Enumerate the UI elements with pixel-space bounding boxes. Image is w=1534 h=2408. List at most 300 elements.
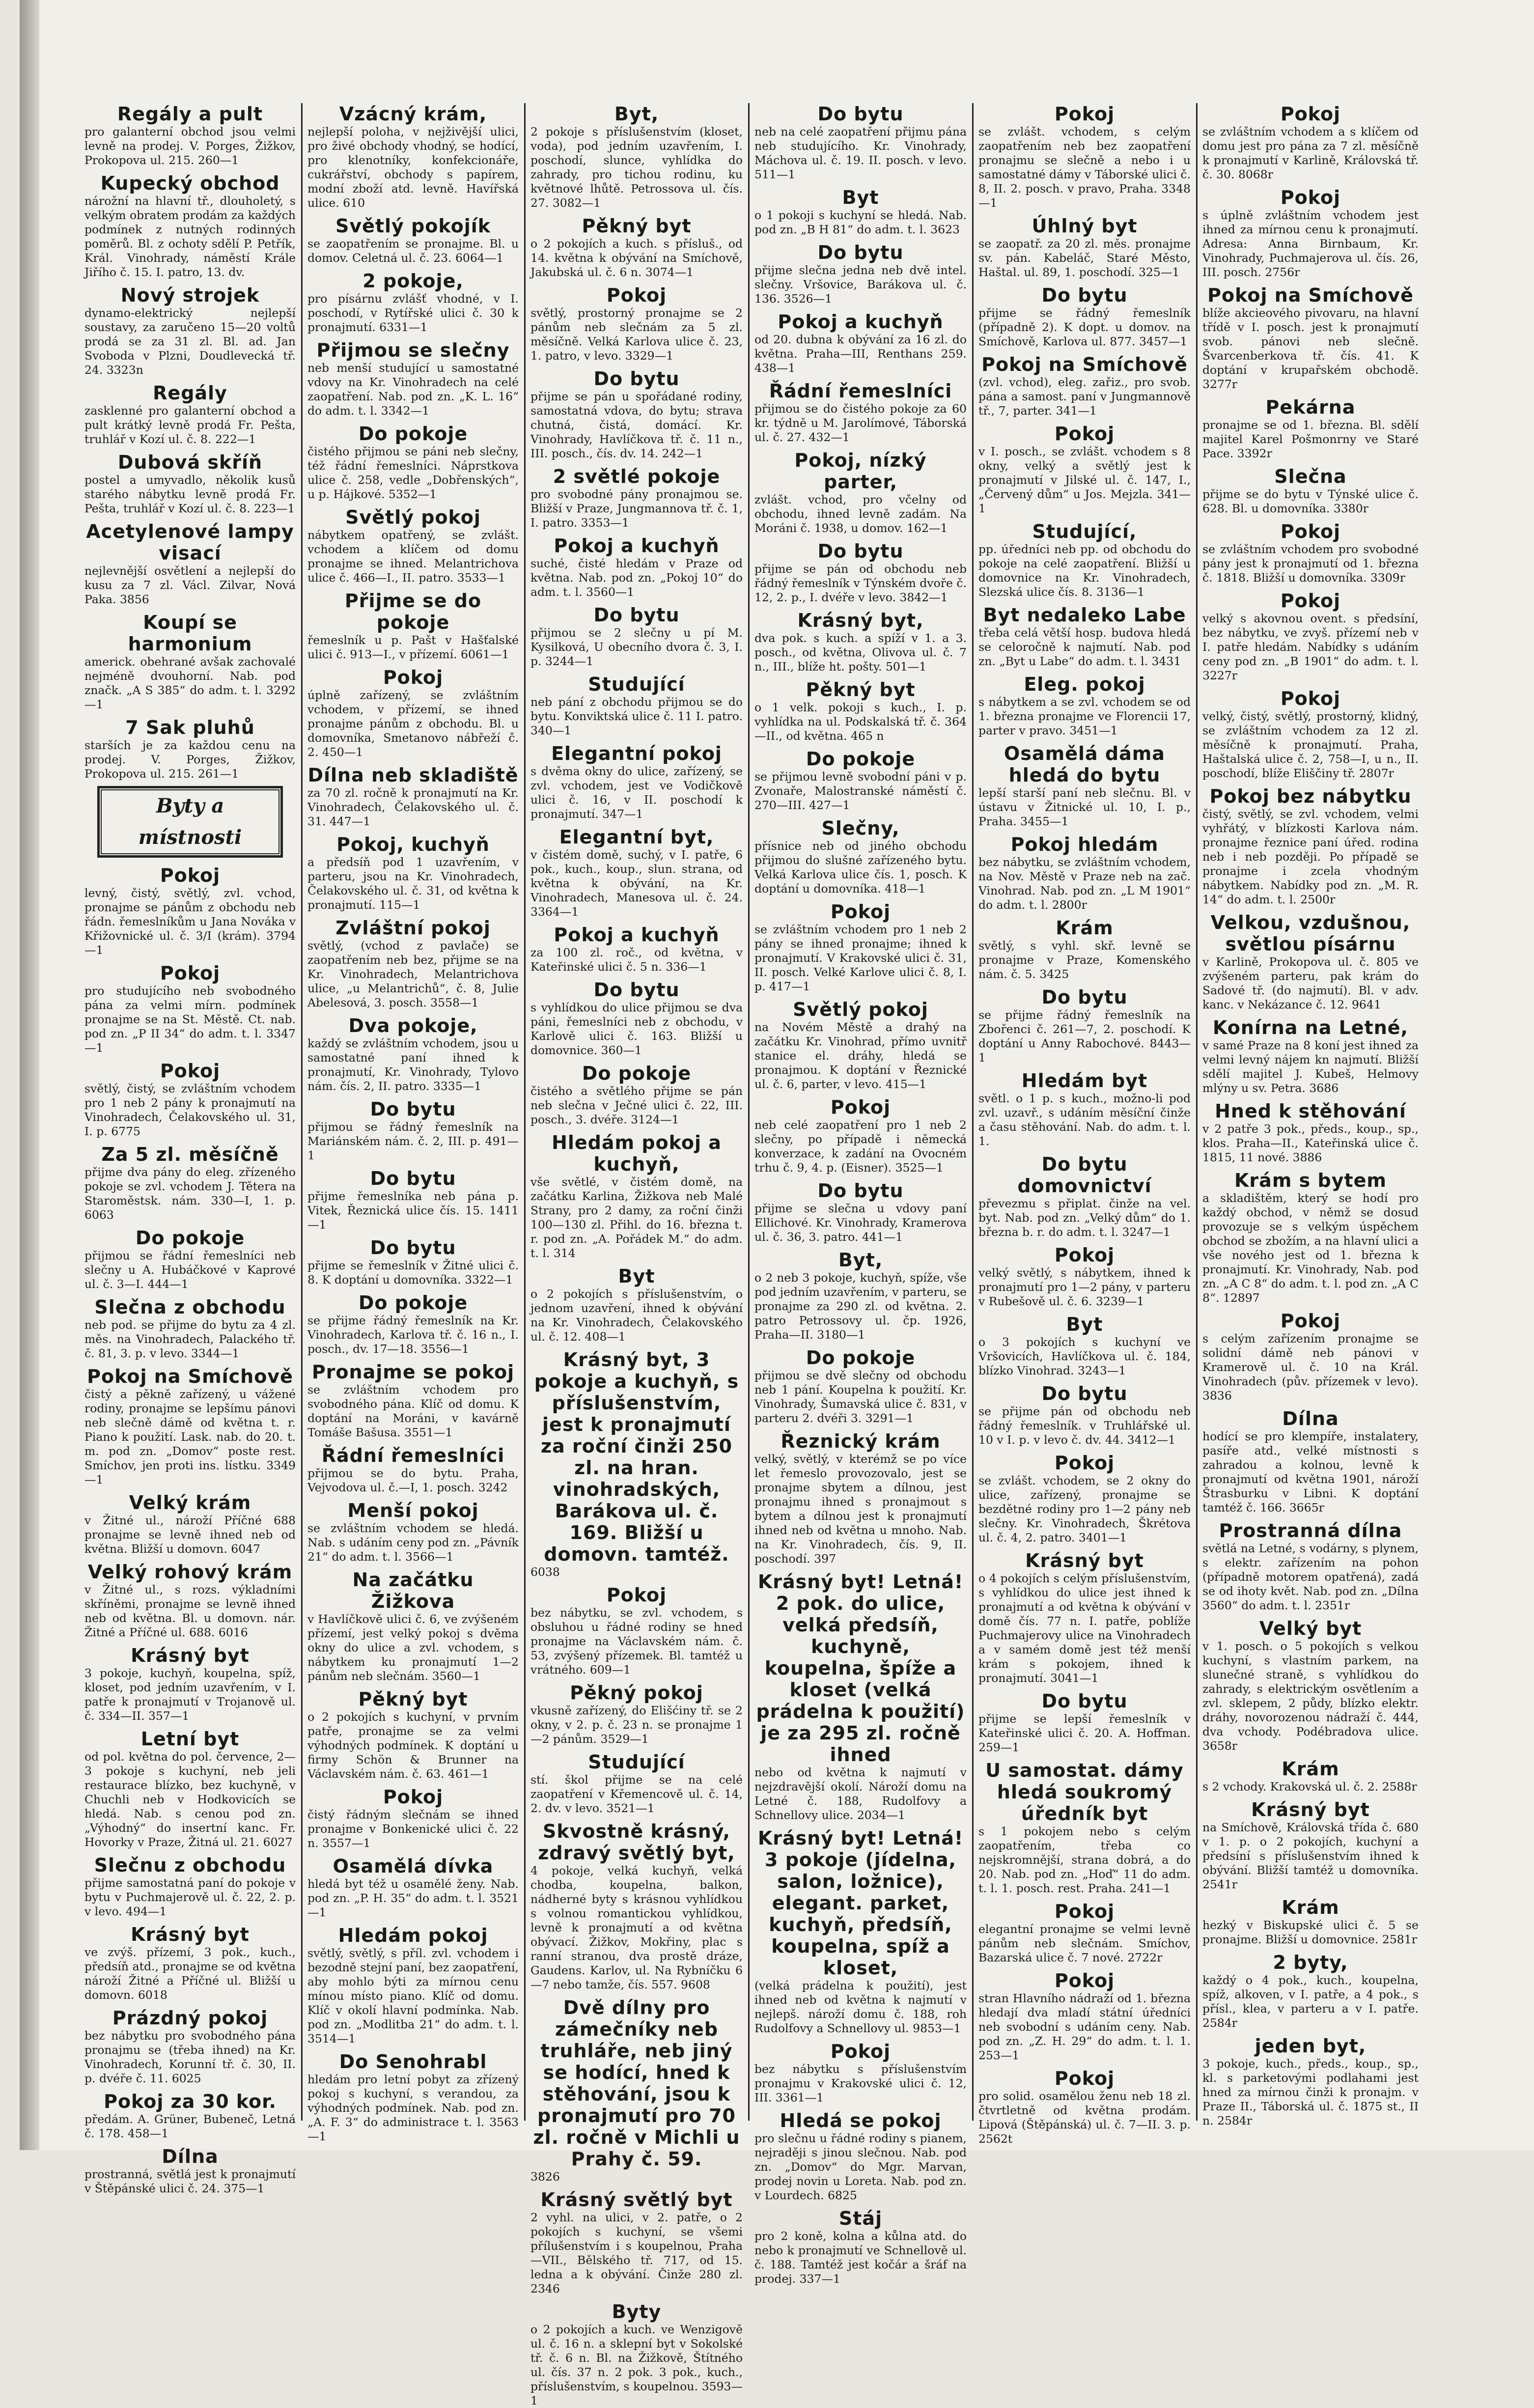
- ad-headline: Pokoj: [160, 962, 221, 984]
- classified-ad: [1202, 1310, 1419, 1403]
- classified-ad: [1202, 1952, 1419, 2030]
- classified-ad: [978, 986, 1191, 1065]
- ad-headline: Byt: [842, 187, 879, 208]
- ad-text: na Novém Městě a drahý na začátku Kr. Vinohrad, přímo uvnitř stanice el. dráhy, hledá se pronajmou. K doptání v Řeznické ul. č. 6, parter, v levo. 415—1: [754, 1020, 967, 1091]
- ad-headline: Hledám byt: [1021, 1070, 1148, 1092]
- ad-text: levný, čistý, světlý, zvl. vchod, pronajme se pánům z obchodu neb řádn. řemeslníkům u Jana Nováka v Křižovnické ul. č. 3/I (krám). 3794—1: [84, 886, 296, 957]
- ad-headline: Pokoj, nízký parter,: [794, 449, 927, 493]
- ad-text: neb pání z obchodu přijmou se do bytu. Konviktská ulice č. 11 I. patro. 340—1: [530, 695, 743, 737]
- ad-headline: Pokoj: [606, 1584, 667, 1606]
- ad-text: za 70 zl. ročně k pronajmutí na Kr. Vinohradech, Čelakovského ul. č. 31. 447—1: [307, 786, 519, 828]
- ad-headline: Pěkný pokoj: [570, 1682, 703, 1704]
- ad-headline: Nový strojek: [120, 284, 260, 306]
- ad-text: se zvláštním vchodem se hledá. Nab. s udáním ceny pod zn. „Pávník 21“ do adm. t. l. 3566—1: [307, 1521, 519, 1564]
- ad-headline: Pokoj: [1054, 1901, 1115, 1922]
- ad-headline: Řeznický krám: [781, 1430, 941, 1452]
- ad-text: v 1. posch. o 5 pokojích s velkou kuchyní, s vlastním parkem, na slunečné straně, s vyhlídkou do zahrady, s elektrickým osvětlením a zvl. sklepem, 2 půdy, blízko elektr. dráhy, novorozenou nádraží č. 444, dva vchody. Podébradova ulice. 3658r: [1202, 1639, 1419, 1753]
- ad-headline: Acetylenové lampy visací: [86, 521, 294, 564]
- column-rule: [1196, 103, 1198, 2121]
- ad-text: s 1 pokojem nebo s celým zaopatřením, třeba co nejskromnější, strana dobrá, a do 20. Nab. pod zn. „Hoď“ 11 do adm. t. l. 1. posch. rest. Praha. 241—1: [978, 1824, 1191, 1895]
- classified-ad: [978, 1760, 1191, 1896]
- classified-ad: [84, 865, 296, 957]
- ad-text: o 2 pokojích s kuchyní, v prvním patře, pronajme se za velmi výhodných podmínek. K doptání u firmy Schön & Brunner na Václavském nám. č. 63. 461—1: [307, 1710, 519, 1781]
- ad-headline: Pekárna: [1265, 396, 1356, 418]
- ad-headline: Pokoj: [1280, 187, 1341, 208]
- ad-headline: Eleg. pokoj: [1024, 673, 1145, 695]
- ad-text: přijmou se dvě slečny od obchodu neb 1 pání. Koupelna k použití. Kr. Vinohrady, Šumavská ulice č. 831, v parteru 2. dvéři 3. 3291—1: [754, 1369, 967, 1425]
- ad-headline: Menší pokoj: [347, 1500, 479, 1521]
- ad-text: přijme se pán od obchodu neb řádný řemeslník v Týnském dvoře č. 12, 2. p., I. dvéře v levo. 3842—1: [754, 562, 967, 604]
- ad-headline: Dílna neb skladiště: [307, 764, 519, 786]
- ad-headline: Kupecký obchod: [100, 172, 280, 194]
- ad-headline: jeden byt,: [1255, 2035, 1367, 2057]
- classified-ad: [530, 1682, 743, 1746]
- ad-text: světlá na Letné, s vodárny, s plynem, s elektr. zařízením na pohon (případně motorem opatřená), zadá se od ihoty květ. Nab. pod zn. „Dílna 3560“ do adm. t. l. 2351r: [1202, 1541, 1419, 1612]
- ad-text: vkusně zařízený, do Elišćiny tř. se 2 okny, v 2. p. č. 23 n. se pronajme 1—2 pánům. 3529—1: [530, 1704, 743, 1746]
- classified-ad: [84, 1854, 296, 1919]
- ad-headline: Za 5 zl. měsíčně: [101, 1144, 279, 1165]
- ad-headline: Do bytu: [817, 1180, 904, 1202]
- ad-headline: Zvláštní pokoj: [335, 917, 491, 939]
- classified-ad: [84, 284, 296, 377]
- column-rule: [301, 103, 303, 2121]
- classified-ad: [1202, 396, 1419, 461]
- ad-headline: Velký rohový krám: [87, 1561, 293, 1583]
- ad-text: pro svobodné pány pronajmou se. Bližší v Praze, Jungmannova tř. č. 1, I. patro. 3353—1: [530, 487, 743, 530]
- ad-headline: Pokoj: [160, 1060, 221, 1082]
- ad-text: bez nábytku s příslušenstvím pronajmu v Krakovské ulici č. 12, III. 3361—1: [754, 2062, 967, 2104]
- ad-headline: Pokoj: [1280, 521, 1341, 542]
- ad-text: světlý, prostorný pronajme se 2 pánům neb slečnám za 5 zl. měsíčně. Velká Karlova ulice č. 23, 1. patro, v levo. 3329—1: [530, 306, 743, 363]
- ad-text: o 2 pokojích a kuch. ve Wenzigově ul. č. 16 n. a sklepní byt v Sokolské tř. č. 6 n. Bl. na Žižkově, Štítného ul. čís. 37 n. 2 pok. 3 pok., kuch., příslušenstvím, s koupelnou. 3593—1: [530, 2323, 743, 2408]
- classified-ad: [1202, 466, 1419, 516]
- ad-text: stran Hlavního nádraží od 1. března hledají dva mladí státní úředníci neb svobodní s udáním ceny. Nab. pod zn. „Z. H. 29“ do adm. t. l. 1. 253—1: [978, 1991, 1191, 2062]
- ad-headline: Regály a pult: [117, 103, 263, 125]
- ad-headline: Stáj: [838, 2208, 883, 2229]
- ad-text: 3826: [530, 2170, 560, 2184]
- classified-ad: [307, 103, 519, 210]
- ad-text: zasklenné pro galanterní obchod a pult krátký levně prodá Fr. Pešta, truhlář v Kozí ul. č. 8. 222—1: [84, 404, 296, 446]
- classified-ad: [754, 901, 967, 994]
- ad-headline: Krám s bytem: [1234, 1170, 1387, 1191]
- classified-ad: [754, 2208, 967, 2286]
- classified-ad: [754, 679, 967, 743]
- classified-ad: [754, 1430, 967, 1566]
- ad-headline: Dubová skříň: [117, 451, 263, 473]
- ad-text: přijmou se do bytu. Praha, Vejvodova ul. č.—I, 1. posch. 3242: [307, 1466, 519, 1494]
- classified-ad: [84, 1296, 296, 1361]
- ad-headline: Pokoj: [1280, 1310, 1341, 1332]
- ad-text: převezmu s připlat. činže na vel. byt. Nab. pod zn. „Velký dům“ do 1. března b. r. do adm. t. l. 3247—1: [978, 1197, 1191, 1239]
- classified-ad: [530, 604, 743, 669]
- classified-ad: [978, 215, 1191, 280]
- classified-ad: [1202, 521, 1419, 585]
- ad-text: v čistém domě, suchý, v I. patře, 6 pok., kuch., koup., slun. strana, od května k obývání, na Kr. Vinohradech, Manesova ul. č. 24. 3364—1: [530, 848, 743, 919]
- classified-ad: [84, 1492, 296, 1556]
- ad-headline: Pokoj na Smíchově: [981, 354, 1188, 375]
- ad-text: o 2 neb 3 pokoje, kuchyň, spíže, vše pod jedním uzavřením, v parteru, se pronajme za 290 zl. od května. 2. patro Petrossovy ul. čp. 1926, Praha—II. 3180—1: [754, 1271, 967, 1342]
- ad-headline: 2 světlé pokoje: [553, 466, 721, 487]
- ad-headline: Do bytu: [593, 604, 680, 626]
- classified-ad: [84, 451, 296, 516]
- classified-ad: [754, 187, 967, 237]
- ad-headline: Prostranná dílna: [1219, 1520, 1402, 1541]
- classified-ad: [754, 817, 967, 896]
- ad-headline: Studující: [588, 673, 685, 695]
- classified-ad: [754, 1347, 967, 1426]
- classified-ad: [307, 270, 519, 335]
- ad-text: v Žitné ul., nároží Příčné 688 pronajme se levně ihned neb od května. Bližší u domovn. 6047: [84, 1513, 296, 1556]
- ad-text: čistý, světlý, se zvl. vchodem, velmi vyhřátý, v blízkosti Karlova nám. pronajme řeznice paní úřed. rodina neb i neb později. Po případě se pronajme i zcela vhodným nábytkem. Nabídky pod zn. „M. R. 14“ do adm. t. l. 2500r: [1202, 807, 1419, 906]
- classified-ad: [530, 2189, 743, 2296]
- ad-text: se zvláštním vchodem pro svobodné pány jest k pronajmutí od 1. března č. 1818. Bližší u domovníka. 3309r: [1202, 542, 1419, 585]
- classified-ad: [307, 1445, 519, 1495]
- column-6: [1202, 103, 1419, 2128]
- classified-ad: [1202, 1758, 1419, 1794]
- ad-text: od 20. dubna k obývání za 16 zl. do května. Praha—III, Renthans 259. 438—1: [754, 333, 967, 375]
- ad-text: nejlevnější osvětlení a nejlepší do kusu za 7 zl. Václ. Zilvar, Nová Paka. 3856: [84, 564, 296, 606]
- classified-ad: [307, 1786, 519, 1850]
- classified-ad: [530, 1751, 743, 1816]
- ad-headline: Řádní řemeslníci: [769, 380, 952, 402]
- classified-ad: [1202, 187, 1419, 280]
- ad-text: světl. o 1 p. s kuch., možno-li pod zvl. uzavř., s udáním měsíční činže a času stěhování. Nab. do adm. t. l. 1.: [978, 1092, 1191, 1148]
- ad-text: světlý, světlý, s příl. zvl. vchodem i bezodně stejní paní, bez zaopatření, aby mohlo býti za mírnou cenu mínou místo piano. Klíč od domu. Klíč v okolí hlavní podmínka. Nab. pod zn. „Modlitba 21“ do adm. t. l. 3514—1: [307, 1946, 519, 2045]
- ad-headline: Pěkný byt: [806, 679, 916, 700]
- classified-ad: [1202, 1799, 1419, 1892]
- ad-text: s nábytkem a se zvl. vchodem se od 1. března pronajme ve Florencii 17, parter v pravo. 3451—1: [978, 695, 1191, 737]
- classified-ad: [978, 1244, 1191, 1309]
- classified-ad: [978, 423, 1191, 516]
- ad-text: čistý a pěkně zařízený, u vážené rodiny, pronajme se lepšímu pánovi neb slečně dámě od května t. r. Piano k použití. Lask. nab. do 20. t. m. pod zn. „Domov“ poste rest. Smíchov, jen proti ins. lístku. 3349—1: [84, 1387, 296, 1486]
- ad-headline: Pokoj, kuchyň: [336, 834, 490, 855]
- ad-headline: Pokoj: [830, 2041, 891, 2062]
- classified-ad: [530, 673, 743, 738]
- classified-ad: [307, 1500, 519, 1564]
- ad-text: s úplně zvláštním vchodem jest ihned za mírnou cenu k pronajmutí. Adresa: Anna Birnbaum, Kr. Vinohrady, Puchmajerova ul. čís. 26, III. posch. 2756r: [1202, 208, 1419, 279]
- ad-headline: Do pokoje: [582, 1063, 692, 1084]
- ad-headline: Letní byt: [140, 1728, 240, 1750]
- ad-text: s vyhlídkou do ulice přijmou se dva páni, řemeslníci neb z obchodu, v Karlově ulici č. 163. Bližší u domovnice. 360—1: [530, 1001, 743, 1057]
- ad-headline: Koupí se harmonium: [128, 612, 252, 655]
- ad-headline: Do bytu: [593, 368, 680, 390]
- ad-text: v samé Praze na 8 koní jest ihned za velmi levný nájem kn najmutí. Bližší sdělí majitel J. Kubeš, Helmovy mlýny u sv. Petra. 3686: [1202, 1038, 1419, 1095]
- ad-headline: Do bytu: [1041, 1383, 1128, 1404]
- classified-ad: [754, 1571, 967, 1822]
- classified-ad: [754, 1180, 967, 1244]
- classified-ad: [978, 1690, 1191, 1755]
- ad-headline: Pokoj: [383, 667, 444, 688]
- ad-headline: Regály: [153, 382, 227, 404]
- classified-ad: [307, 1688, 519, 1781]
- ad-headline: Slečnu z obchodu: [94, 1854, 286, 1876]
- ad-text: světlý, (vchod z pavlače) se zaopatřením neb bez, přijme se na Kr. Vinohradech, Melantrichova ulice, „u Melantrichů“, č. 8, Julie Abelesová, 3. posch. 3558—1: [307, 939, 519, 1009]
- classified-ad: [307, 590, 519, 662]
- classified-ad: [530, 103, 743, 210]
- ad-text: o 1 velk. pokoji s kuch., I. p. vyhlídka na ul. Podskalská tř. č. 364—II., od května. 465 n: [754, 700, 967, 743]
- classified-ad: [978, 1970, 1191, 2063]
- ad-text: pro písárnu zvlášť vhodné, v I. poschodí, v Rytířské ulici č. 30 k pronajmutí. 6331—1: [307, 292, 519, 334]
- classified-ad: [754, 748, 967, 812]
- classified-ad: [1202, 1170, 1419, 1305]
- ad-headline: Pokoj na Smíchově: [1207, 284, 1414, 306]
- ad-headline: Do bytu: [370, 1168, 456, 1189]
- classified-ad: [754, 449, 967, 535]
- ad-headline: Světlý pokojík: [335, 215, 491, 237]
- classified-ad: [978, 1452, 1191, 1545]
- classified-ad: [84, 1728, 296, 1849]
- classified-ad: [307, 1855, 519, 1920]
- classified-ad: [754, 311, 967, 375]
- classified-ad: [84, 2007, 296, 2086]
- ad-text: pro solid. osamělou ženu neb 18 zl. čtvrtletně od května prodám. Lipová (Štěpánská) ul. č. 7—II. 3. p. 2562t: [978, 2089, 1191, 2146]
- ad-headline: Pokoj: [1054, 1970, 1115, 1991]
- classified-ad: [307, 1569, 519, 1683]
- classified-ad: [307, 215, 519, 265]
- classified-ad: [978, 673, 1191, 738]
- ad-text: velký světlý, s nábytkem, ihned k pronajmutí pro 1—2 pány, v parteru v Rubešově ul. č. 6. 3239—1: [978, 1266, 1191, 1308]
- ad-text: světlý, s vyhl. skř. levně se pronajme v Praze, Komenského nám. č. 5. 3425: [978, 939, 1191, 981]
- ad-headline: Pokoj za 30 kor.: [104, 2091, 277, 2112]
- ad-text: od pol. května do pol. července, 2—3 pokoje s kuchyní, neb jeli restaurace blízko, bez kuchyně, v Chuchli neb v Hodkovicích se hledá. Nab. s cenou pod zn. „Výhodný“ do insertní kanc. Fr. Hovorky v Praze, Žitná ul. 21. 6027: [84, 1750, 296, 1849]
- classified-ad: [530, 924, 743, 974]
- ad-text: 3 pokoje, kuchyň, koupelna, spíž, kloset, pod jedním uzavřením, v I. patře k pronajmutí v Trojanově ul. č. 334—II. 357—1: [84, 1666, 296, 1723]
- ad-text: hledám pro letní pobyt za zřízený pokoj s kuchyní, s verandou, za výhodných podmínek. Nab. pod zn. „A. F. 3“ do administrace t. l. 3563—1: [307, 2072, 519, 2143]
- ad-headline: Pokoj a kuchyň: [554, 535, 720, 557]
- ad-headline: 7 Sak pluhů: [125, 717, 255, 738]
- ad-text: přijme dva pány do eleg. zřízeného pokoje se zvl. vchodem J. Tětera na Staroměstsk. nám. 330—I, 1. p. 6063: [84, 1165, 296, 1222]
- classified-ad: [754, 1096, 967, 1175]
- ad-text: neb celé zaopatření pro 1 neb 2 slečny, po případě i německá konverzace, k zadání na Ovocném trhu č. 9, 4. p. (Eisner). 3525—1: [754, 1118, 967, 1175]
- classified-ad: [84, 962, 296, 1055]
- column-3: [530, 103, 743, 2408]
- classified-ad: [530, 368, 743, 461]
- ad-headline: Byt,: [614, 103, 659, 125]
- classified-ad: [754, 540, 967, 605]
- classified-ad: [530, 1997, 743, 2184]
- classified-ad: [307, 1292, 519, 1356]
- ad-text: řemeslník u p. Pašt v Hašťalské ulici č. 913—I., v přízemí. 6061—1: [307, 633, 519, 661]
- classified-ad: [307, 834, 519, 912]
- ad-headline: Světlý pokoj: [345, 506, 481, 528]
- ad-headline: Studující: [588, 1751, 685, 1773]
- classified-ad: [307, 1098, 519, 1163]
- ad-text: americk. obehrané avšak zachovalé nejméně dvouhorní. Nab. pod značk. „A S 385“ do adm. t. l. 3292—1: [84, 655, 296, 711]
- classified-ad: [530, 1584, 743, 1677]
- ad-text: předám. A. Grüner, Bubeneč, Letná č. 178. 458—1: [84, 2112, 296, 2140]
- classified-ad: [978, 917, 1191, 981]
- classified-ad: [754, 242, 967, 306]
- classified-ad: [978, 834, 1191, 912]
- ad-headline: Do bytu domovnictví: [1017, 1153, 1152, 1197]
- ad-headline: Do pokoje: [358, 1292, 468, 1314]
- ad-text: přijme se řádný řemeslník (případně 2). K dopt. u domov. na Smíchově, Karlova ul. 877. 3457—1: [978, 306, 1191, 348]
- ad-headline: Studující,: [1032, 521, 1137, 542]
- ad-text: se přijme řádný řemeslník na Zbořenci č. 261—7, 2. poschodí. K doptání u Anny Rabochové. 8443—1: [978, 1008, 1191, 1064]
- ad-headline: Osamělá dáma hledá do bytu: [1004, 743, 1165, 786]
- page-edge-shadow: [20, 0, 39, 2150]
- ad-text: 4 pokoje, velká kuchyň, velká chodba, koupelna, balkon, nádherné byty s krásnou vyhlídkou s volnou romantickou vyhlídkou, levně k pronajmutí a od května obývací. Žižkov, Mokřiny, plac s ranní stranou, dva prostě dráze, Gaudens. Karlov, ul. Na Rybníčku 6—7 nebo tamže, čís. 557. 9608: [530, 1864, 743, 1991]
- ad-headline: Pokoj: [160, 865, 221, 886]
- ad-headline: Hledám pokoj a kuchyň,: [552, 1132, 722, 1175]
- column-4: [754, 103, 967, 2286]
- ad-headline: Do bytu: [817, 242, 904, 263]
- ad-text: hledá byt též u osamělé ženy. Nab. pod zn. „P. H. 35“ do adm. t. l. 3521—1: [307, 1877, 519, 1919]
- classified-ad: [530, 1265, 743, 1344]
- ad-headline: Krám: [1282, 1897, 1339, 1918]
- ad-text: zvlášt. vchod, pro včelny od obchodu, ihned levně zadám. Na Moráni č. 1938, u domov. 162—1: [754, 493, 967, 535]
- classified-ad: [978, 604, 1191, 669]
- ad-headline: Osamělá dívka: [333, 1855, 494, 1877]
- classified-ad: [84, 1924, 296, 2002]
- ad-headline: Hledám pokoj: [338, 1925, 488, 1946]
- ad-headline: Krám: [1282, 1758, 1339, 1780]
- classified-ad: [978, 1901, 1191, 1965]
- ad-text: pronajme se od 1. března. Bl. sdělí majitel Karel Pošmonrny ve Staré Pace. 3392r: [1202, 418, 1419, 460]
- ad-headline: Pokoj: [830, 1096, 891, 1118]
- classified-ad: [754, 2110, 967, 2203]
- ad-headline: Hledá se pokoj: [780, 2110, 942, 2131]
- ad-headline: Slečna: [1274, 466, 1347, 487]
- ad-text: se přijme pán od obchodu neb řádný řemeslník. v Truhlářské ul. 10 v I. p. v levo č. dv. 44. 3412—1: [978, 1404, 1191, 1447]
- classified-ad: [84, 1144, 296, 1222]
- classified-ad: [84, 1561, 296, 1640]
- ad-text: o 2 pokojích s příslušenstvím, o jednom uzavření, ihned k obývání na Kr. Vinohradech, Čelakovského ul. č. 12. 408—1: [530, 1287, 743, 1344]
- ad-text: čistého a světlého přijme se pán neb slečna v Ječné ulici č. 22, III. posch., 3. dvéře. 3124—1: [530, 1084, 743, 1126]
- ad-text: 2 vyhl. na ulici, v 2. patře, o 2 pokojích s kuchyní, se všemi přílušenstvím i s koupelnou, Praha—VII., Bělského tř. 717, od 15. ledna a k obývání. Činže 280 zl. 2346: [530, 2211, 743, 2296]
- classified-ad: [530, 284, 743, 363]
- ad-headline: Do bytu: [817, 103, 904, 125]
- classified-ad: [84, 612, 296, 712]
- classified-ad: [754, 999, 967, 1092]
- ad-text: čistý řádným slečnám se ihned pronajme v Bonkenické ulici č. 22 n. 3557—1: [307, 1808, 519, 1850]
- ad-headline: Do Senohrabl: [339, 2051, 487, 2072]
- ad-text: se přijmou levně svobodní páni v p. Zvonaře, Malostranské náměstí č. 270—III. 427—1: [754, 770, 967, 812]
- ad-text: hodící se pro klempíře, instalatery, pasíře atd., velké místnosti s zahradou a kolnou, levně k pronajmutí od května 1901, nároží Štrasburku v Libni. K doptání tamtéž č. 166. 3665r: [1202, 1429, 1419, 1514]
- ad-text: přijme se slečna u vdovy paní Ellichové. Kr. Vinohrady, Kramerova ul. č. 36, 3. patro. 441—1: [754, 1202, 967, 1244]
- ad-headline: Velký byt: [1259, 1618, 1362, 1639]
- ad-headline: Pokoj: [830, 901, 891, 923]
- ad-text: 3 pokoje, kuch., předs., koup., sp., kl. s parketovými podlahami jest hned za mírnou činži k pronajm. v Praze II., Táborská ul. č. 1875 st., II n. 2584r: [1202, 2057, 1419, 2128]
- classified-ad: [754, 380, 967, 445]
- classified-ad: [1202, 1897, 1419, 1947]
- ad-text: s dvěma okny do ulice, zařízený, se zvl. vchodem, jest ve Vodičkově ulici č. 16, v II. poschodí k pronajmutí. 347—1: [530, 764, 743, 821]
- ad-text: s celým zařízením pronajme se solidní dámě neb pánovi v Kramerově ul. č. 10 na Král. Vinohradech (pův. přízemek v levo). 3836: [1202, 1332, 1419, 1402]
- classified-ad: [307, 1168, 519, 1232]
- classified-ad: [1202, 1408, 1419, 1515]
- ad-text: a předsíň pod 1 uzavřením, v parteru, jsou na Kr. Vinohradech, Čelakovského ul. č. 31, od května k pronajmutí. 115—1: [307, 855, 519, 912]
- classified-ad: [530, 826, 743, 919]
- ad-text: se zvláštním vchodem pro 1 neb 2 pány se ihned pronajme; ihned k pronajmutí. V Krakovské ulici č. 31, II. posch. Velké Karlove ulici č. 8, I. p. 417—1: [754, 923, 967, 993]
- classified-ad: [530, 1349, 743, 1579]
- ad-text: se zvláštním vchodem pro svobodného pána. Klíč od domu. K doptání na Moráni, v kavárně Tomáše Bašusa. 3551—1: [307, 1383, 519, 1439]
- ad-text: každý o 4 pok., kuch., koupelna, spíž, alkoven, v I. patře, a 4 pok., s přísl., klea, v parteru a v I. patře. 2584r: [1202, 1973, 1419, 2030]
- ad-text: blíže akcieového pivovaru, na hlavní třídě v I. posch. jest k pronajmutí svob. pánovi neb slečně. Švarcenberkova tř. čís. 41. K doptání v krupařském obchodě. 3277r: [1202, 306, 1419, 391]
- ad-text: v Havlíčkově ulici č. 6, ve zvýšeném přízemí, jest velký pokoj s dvěma okny do ulice a zvl. vchodem, s nábytkem ku pronajmutí 1—2 pánům neb slečnám. 3560—1: [307, 1612, 519, 1683]
- ad-headline: Pokoj: [1054, 1244, 1115, 1266]
- column-2: [307, 103, 519, 2143]
- ad-headline: Do pokoje: [358, 423, 468, 445]
- column-rule: [524, 103, 526, 2121]
- classified-ad: [307, 1237, 519, 1287]
- ad-headline: Byty: [612, 2301, 662, 2323]
- ad-headline: Konírna na Letné,: [1213, 1017, 1408, 1038]
- ad-text: přijmou se řádný řemeslník na Mariánském nám. č. 2, III. p. 491—1: [307, 1120, 519, 1162]
- classified-ad: [530, 1132, 743, 1260]
- ad-text: stí. škol přijme se na celé zaopatření v Křemencově ul. č. 14, 2. dv. v levo. 3521—1: [530, 1773, 743, 1815]
- newspaper-page: [20, 0, 1534, 2408]
- section-banner-text: Byty a místnosti: [101, 789, 279, 854]
- classified-ad: [84, 521, 296, 607]
- ad-headline: Slečny,: [821, 817, 900, 839]
- ad-headline: Krásný byt, 3 pokoje a kuchyň, s příslušenstvím, jest k pronajmutí za roční činži 250 zl. na hran. vinohradských, Barákova ul. č. 169. Bližší u domovn. tamtéž.: [534, 1349, 739, 1565]
- classified-ad: [530, 2301, 743, 2408]
- classified-ad: [754, 2041, 967, 2105]
- ad-headline: Krásný byt! Letná! 2 pok. do ulice, velká předsíň, kuchyně, koupelna, špíže a kloset (velká prádelna k použití) je za 295 zl. ročně ihned: [756, 1571, 965, 1765]
- ad-text: (zvl. vchod), eleg. zařiz., pro svob. pána a samost. paní v Jungmannově tř., 7, parter. 341—1: [978, 375, 1191, 418]
- ad-text: třeba celá větší hosp. budova hledá se celoročně k najmutí. Nab. pod zn. „Byt u Labe“ do adm. t. l. 3431: [978, 626, 1191, 668]
- ad-text: nárožní na hlavní tř., dlouholetý, s velkým obratem prodám za každých podmínek z nutných rodinných poměrů. Bl. z ochoty sdělí P. Petřík, Král. Vinohrady, náměstí Krále Jiřího č. 15. I. patro, 13. dv.: [84, 194, 296, 279]
- ad-text: se zvláštním vchodem a s klíčem od domu jest pro pána za 7 zl. měsíčně k pronajmutí v Karlině, Královská tř. č. 30. 8068r: [1202, 125, 1419, 181]
- ad-text: přijme slečna jedna neb dvě intel. slečny. Vršovice, Barákova ul. č. 136. 3526—1: [754, 263, 967, 306]
- ad-headline: Přijme se do pokoje: [344, 590, 482, 633]
- ad-headline: Elegantní byt,: [559, 826, 714, 848]
- ad-text: se zaopatřením se pronajme. Bl. u domov. Celetná ul. č. 23. 6064—1: [307, 237, 519, 265]
- classified-ad: [530, 466, 743, 530]
- classified-ad: [84, 382, 296, 447]
- classified-ad: [307, 667, 519, 759]
- column-rule: [972, 103, 974, 2121]
- ad-headline: Krásný světlý byt: [540, 2189, 733, 2211]
- ad-headline: Krám: [1056, 917, 1114, 939]
- ad-text: lepší starší paní neb slečnu. Bl. v ústavu v Žitnické ul. 10, I. p., Praha. 3455—1: [978, 786, 1191, 828]
- ad-headline: Světlý pokoj: [793, 999, 928, 1020]
- ad-headline: Prázdný pokoj: [112, 2007, 268, 2029]
- classified-ad: [978, 1383, 1191, 1447]
- ad-text: (velká prádelna k použití), jest ihned neb od května k najmutí v nejlepš. nároží domu č. 188, roh Rudolfovy a Schnellovy ul. 9853—1: [754, 1979, 967, 2035]
- ad-text: s 2 vchody. Krakovská ul. č. 2. 2588r: [1202, 1780, 1417, 1793]
- classified-ad: [530, 1820, 743, 1992]
- ad-text: o 1 pokoji s kuchyní se hledá. Nab. pod zn. „B H 81“ do adm. t. l. 3623: [754, 208, 967, 236]
- ad-headline: Vzácný krám,: [339, 103, 487, 125]
- ad-text: čistého přijmou se páni neb slečny, též řádní řemeslníci. Náprstkova ulice č. 258, vedle „Dobřenských“, u p. Hájkové. 5352—1: [307, 445, 519, 501]
- ad-text: 2 pokoje s příslušenstvím (kloset, voda), pod jedním uzavřením, I. poschodí, slunce, vyhlídka do zahrady, pro tichou rodinu, ku květnové lhůtě. Petrossova ul. čís. 27. 3082—1: [530, 125, 743, 210]
- column-rule: [748, 103, 750, 2121]
- ad-headline: Krásný byt: [131, 1924, 250, 1945]
- ad-text: přijme se pán u spořádané rodiny, samostatná vdova, do bytu; strava chutná, čistá, domácí. Kr. Vinohrady, Havlíčkova tř. č. 11 n., III. posch., čís. dv. 14. 242—1: [530, 390, 743, 460]
- ad-text: bez nábytku, se zvláštním vchodem, na Nov. Městě v Praze neb na zač. Vinohrad. Nab. pod zn. „L M 1901“ do adm. t. l. 2800r: [978, 855, 1191, 912]
- ad-headline: Byt nedaleko Labe: [983, 604, 1186, 626]
- ad-headline: Elegantní pokoj: [551, 743, 722, 764]
- classified-ad: [978, 521, 1191, 599]
- ad-text: přijme se řemeslník v Žitné ulici č. 8. K doptání u domovníka. 3322—1: [307, 1259, 519, 1287]
- ad-text: nebo od května k najmutí v nejzdravější okolí. Nároží domu na Letné č. 188, Rudolfovy a Schnellovy ulice. 2034—1: [754, 1765, 967, 1822]
- classified-ad: [84, 1060, 296, 1139]
- classified-ad: [84, 172, 296, 280]
- ad-headline: Krásný byt: [131, 1645, 250, 1666]
- ad-text: neb pod. se přijme do bytu za 4 zl. měs. na Vinohradech, Palackého tř. č. 81, 3. p. v levo. 3344—1: [84, 1318, 296, 1360]
- ad-headline: Skvostně krásný, zdravý světlý byt,: [538, 1820, 735, 1864]
- classified-ad: [530, 979, 743, 1058]
- ad-headline: Pěkný byt: [582, 215, 692, 237]
- classified-ad: [307, 339, 519, 418]
- classified-ad: [530, 743, 743, 821]
- classified-ad: [307, 506, 519, 585]
- ad-headline: Pokoj: [1280, 688, 1341, 709]
- ad-text: elegantní pronajme se velmi levně pánům neb slečnám. Smíchov, Bazarská ulice č. 7 nové. 2722r: [978, 1922, 1191, 1964]
- ad-headline: Slečna z obchodu: [94, 1296, 286, 1318]
- ad-headline: Dílna: [162, 2146, 219, 2167]
